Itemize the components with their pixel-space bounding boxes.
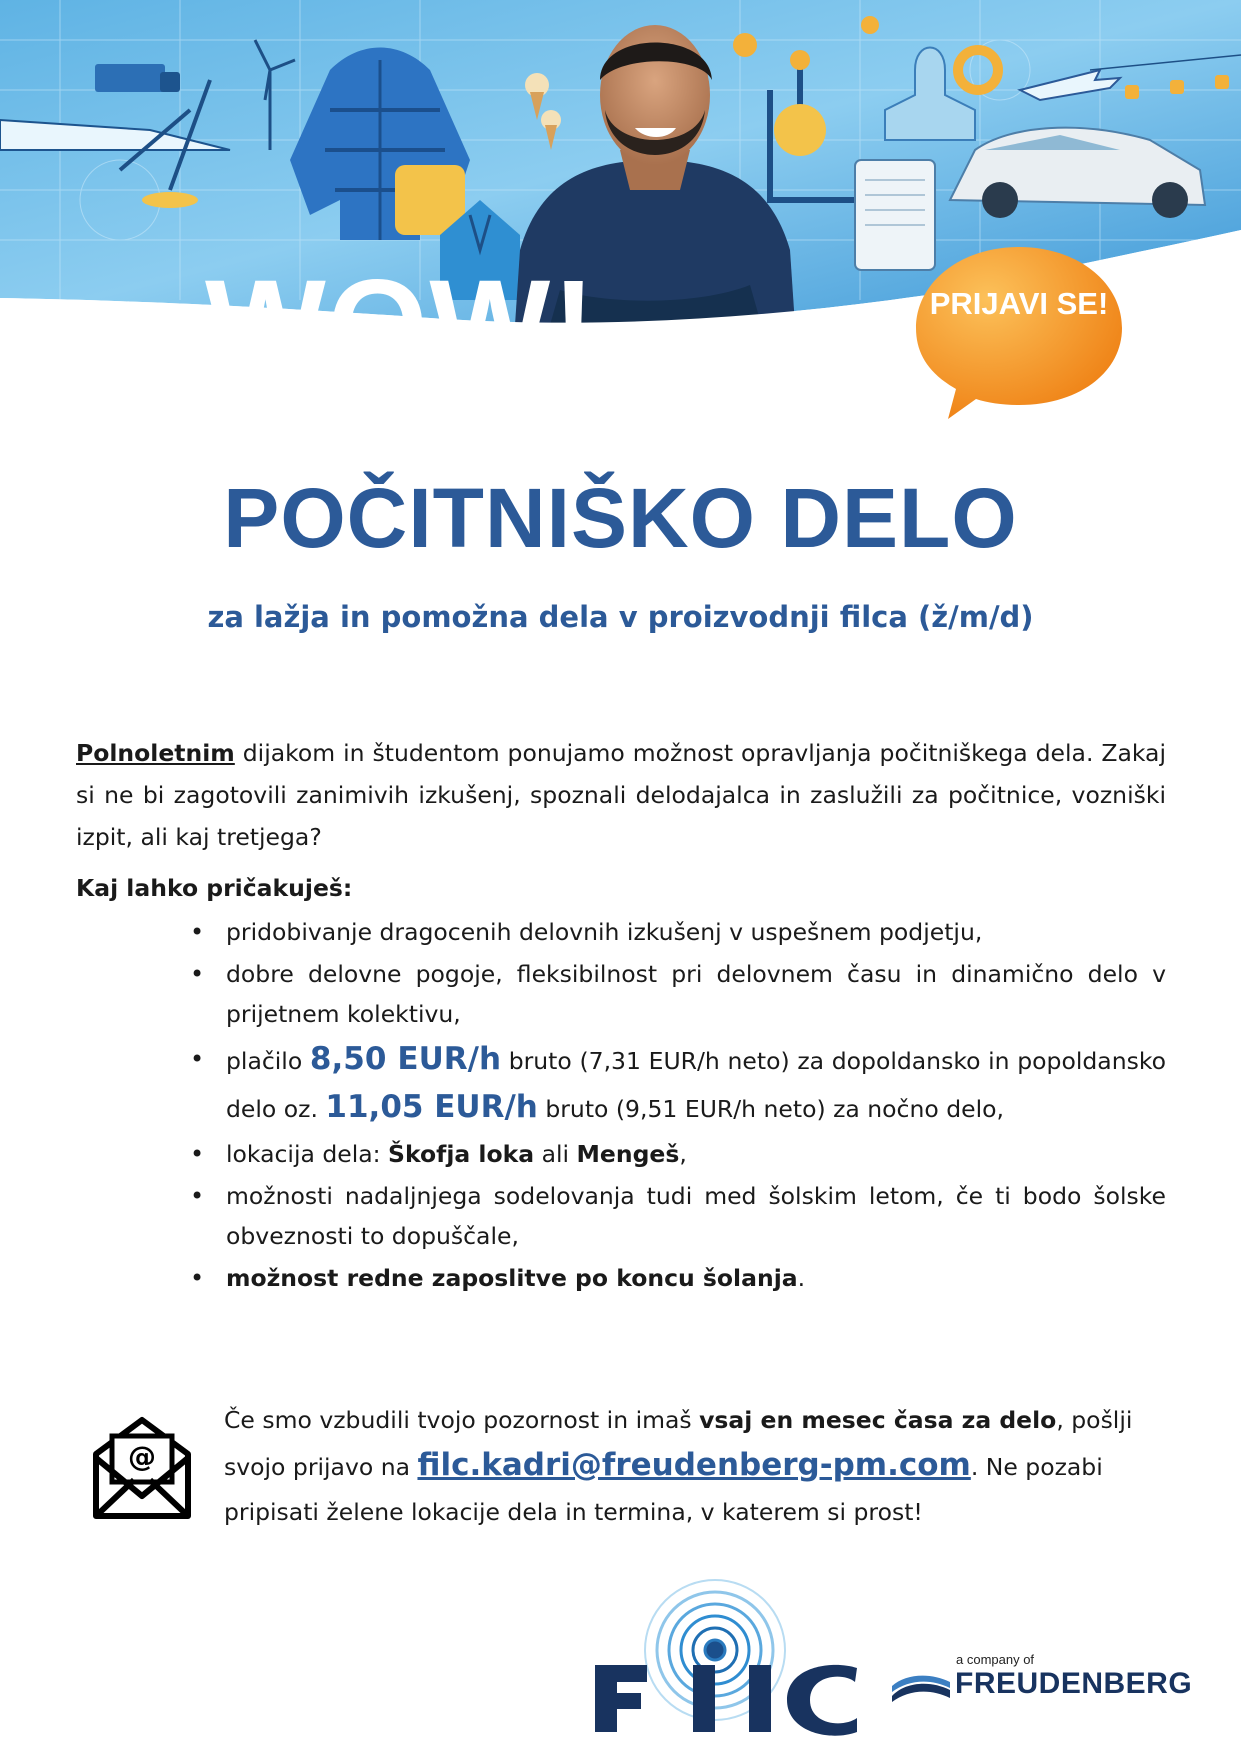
pay-text: bruto (9,51 EUR/h neto) za nočno delo, xyxy=(537,1095,1004,1123)
list-item-text: . xyxy=(797,1264,806,1292)
page-subtitle: za lažja in pomožna dela v proizvodnji filca (ž/m/d) xyxy=(207,600,1034,634)
list-item xyxy=(190,1036,1166,1132)
pay-text: plačilo xyxy=(226,1047,310,1075)
location-skofja-loka: Škofja loka xyxy=(388,1140,535,1168)
wow-headline: WOW! xyxy=(205,254,597,397)
employment-text: možnost redne zaposlitve po koncu šolanja xyxy=(226,1264,798,1292)
freudenberg-wordmark: FREUDENBERG xyxy=(955,1667,1193,1700)
pay-text: bruto (7,31 EUR/h neto) za dopoldansko in popoldansko delo oz. xyxy=(226,1047,1166,1123)
filc-logo xyxy=(595,1560,890,1740)
intro-paragraph xyxy=(76,732,1166,858)
list-item xyxy=(190,1176,1166,1256)
envelope-at-icon xyxy=(90,1412,194,1522)
apply-speech-bubble[interactable] xyxy=(908,243,1130,423)
apply-cta-label[interactable]: PRIJAVI SE! xyxy=(929,286,1109,321)
list-item xyxy=(190,954,1166,1034)
location-text: , xyxy=(679,1140,687,1168)
intro-text: dijakom in študentom ponujamo možnost opravljanja počitniškega dela. Zakaj si ne bi zagotovili zanimivih izkušenj, spoznali delodajalca in zaslužili za počitnice, vozniški izpit, ali kaj tretjega? xyxy=(76,739,1166,851)
intro-lead: Polnoletnim xyxy=(76,739,235,767)
contact-paragraph xyxy=(224,1398,1174,1535)
benefits-list xyxy=(190,912,1166,1300)
location-text: lokacija dela: xyxy=(226,1140,389,1168)
location-menges: Mengeš xyxy=(576,1140,680,1168)
contact-text: Če smo vzbudili tvojo pozornost in imaš xyxy=(224,1406,700,1434)
contact-text: , pošlji svojo prijavo na xyxy=(224,1406,1133,1481)
contact-text: . Ne pozabi pripisati želene lokacije dela in termina, v katerem si prost! xyxy=(224,1453,1103,1526)
email-link[interactable]: filc.kadri@freudenberg-pm.com xyxy=(417,1447,971,1483)
night-rate: 11,05 EUR/h xyxy=(325,1089,538,1125)
list-item-text: možnosti nadaljnjega sodelovanja tudi med šolskim letom, če ti bodo šolske obveznosti to dopuščale, xyxy=(226,1182,1166,1250)
contact-duration: vsaj en mesec časa za delo xyxy=(699,1406,1057,1434)
list-item xyxy=(190,1134,1166,1174)
list-item xyxy=(190,1258,1166,1298)
day-rate: 8,50 EUR/h xyxy=(309,1041,502,1077)
svg-text:@: @ xyxy=(128,1440,156,1473)
list-item-text: pridobivanje dragocenih delovnih izkušenj v uspešnem podjetju, xyxy=(226,918,983,946)
company-of-label: a company of xyxy=(956,1652,1035,1667)
list-item xyxy=(190,912,1166,952)
expect-heading: Kaj lahko pričakuješ: xyxy=(76,874,353,902)
page-title: POČITNIŠKO DELO xyxy=(223,471,1018,565)
list-item-text: dobre delovne pogoje, fleksibilnost pri delovnem času in dinamično delo v prijetnem kolektivu, xyxy=(226,960,1166,1028)
location-text: ali xyxy=(534,1140,577,1168)
